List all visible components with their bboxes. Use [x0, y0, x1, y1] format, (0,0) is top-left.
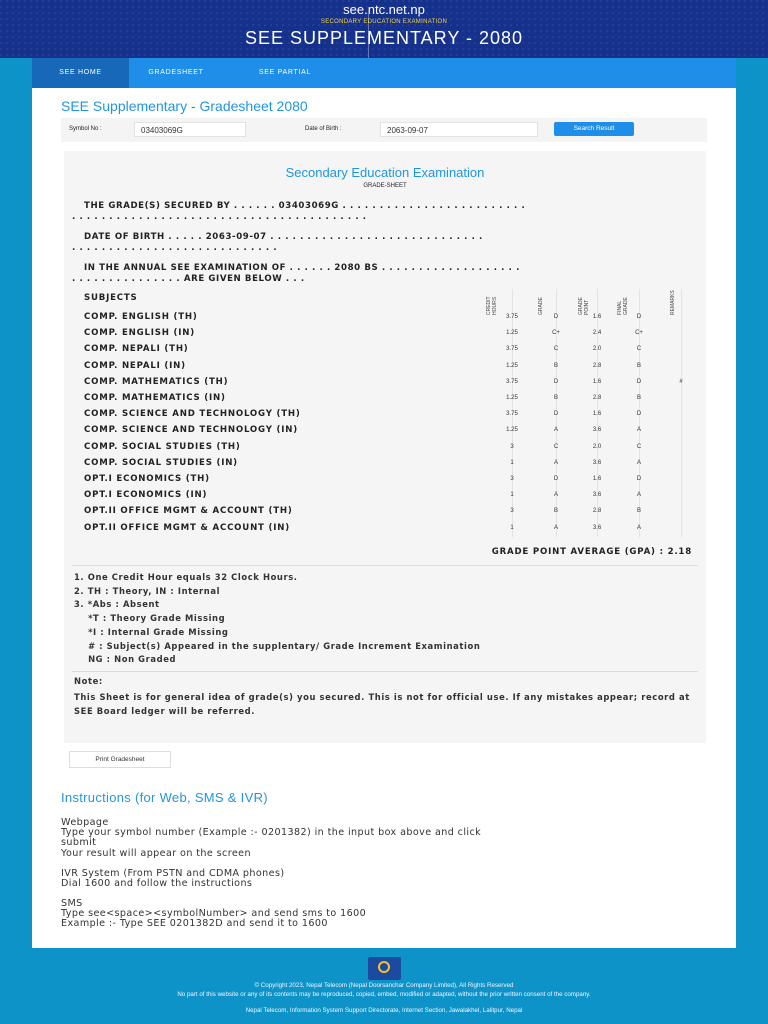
table-row	[64, 374, 706, 390]
print-gradesheet-button[interactable]: Print Gradesheet	[69, 751, 171, 768]
table-row	[64, 390, 706, 406]
cell-credit: 3.75	[506, 411, 518, 418]
ivr-instruction: Dial 1600 and follow the instructions	[61, 878, 253, 889]
gradesheet-panel	[64, 151, 706, 743]
subject-name: COMP. SOCIAL STUDIES (IN)	[84, 457, 238, 468]
cell-final: B	[636, 362, 641, 369]
subject-name: OPT.II OFFICE MGMT & ACCOUNT (IN)	[84, 522, 290, 533]
note-heading: Note:	[74, 676, 103, 686]
table-row	[64, 422, 706, 438]
cell-gp: 2.0	[592, 346, 602, 353]
cell-grade: A	[553, 427, 558, 434]
exam-title: Secondary Education Examination	[285, 165, 485, 180]
subject-name: COMP. ENGLISH (TH)	[84, 312, 198, 322]
cell-credit: 1.25	[506, 362, 518, 369]
cell-final: C	[636, 346, 642, 353]
cell-gp: 1.6	[592, 476, 602, 482]
sms-instruction: Type see<space><symbolNumber> and send sms to 1600	[61, 908, 367, 919]
cell-gp: 1.6	[592, 314, 602, 320]
secured-by-line: THE GRADE(S) SECURED BY . . . . . . 03403069G . . . . . . . . . . . . . . . . . . . . . . . . .	[84, 201, 526, 211]
nav-tab-gradesheet[interactable]: GRADESHEET	[148, 69, 204, 76]
legend-item: *T : Theory Grade Missing	[74, 613, 226, 624]
cell-gp: 3.6	[592, 524, 602, 531]
legend-item: *I : Internal Grade Missing	[74, 626, 229, 637]
nav-tab-see-home[interactable]: SEE HOME	[32, 58, 129, 88]
cell-grade: B	[553, 508, 558, 515]
cell-gp: 3.6	[592, 459, 602, 466]
table-row	[64, 439, 706, 455]
cell-grade: B	[553, 362, 558, 369]
gradesheet-subtitle: GRADE-SHEET	[363, 183, 407, 189]
dob-input[interactable]: 2063-09-07	[380, 122, 538, 137]
cell-final: C	[636, 443, 642, 450]
divider	[72, 671, 698, 672]
cell-gp: 3.6	[592, 427, 602, 434]
copyright-text: © Copyright 2023, Nepal Telecom (Nepal Doorsanchar Company Limited), All Rights Reserved	[254, 982, 514, 989]
cell-credit: 1.25	[506, 330, 518, 337]
cell-grade: A	[553, 524, 558, 531]
subject-name: OPT.II OFFICE MGMT & ACCOUNT (TH)	[84, 506, 293, 517]
cell-grade: C	[553, 346, 559, 353]
cell-final: B	[636, 508, 641, 515]
given-below-line: . . . . . . . . . . . . . . . ARE GIVEN BELOW . . .	[72, 274, 305, 284]
cell-grade: D	[553, 411, 559, 418]
gpa-line: GRADE POINT AVERAGE (GPA) : 2.18	[491, 547, 692, 557]
subject-name: OPT.I ECONOMICS (TH)	[84, 474, 210, 484]
cell-final: D	[636, 378, 642, 385]
legend-item: 1. One Credit Hour equals 32 Clock Hours.	[74, 572, 298, 582]
site-header	[0, 0, 768, 58]
symbol-label: Symbol No :	[69, 126, 102, 132]
table-row	[64, 520, 706, 536]
cell-final: C+	[635, 330, 643, 337]
disclaimer-text: No part of this website or any of its contents may be reproduced, copied, embed, modified or adapted, without the prior written consent of the company.	[177, 991, 591, 998]
cell-credit: 1.25	[506, 427, 518, 434]
cell-grade: A	[553, 459, 558, 466]
cell-final: A	[636, 524, 641, 531]
webpage-result-line: Your result will appear on the screen	[61, 848, 251, 859]
grade-header: GRADE	[538, 297, 544, 315]
cell-credit: 3.75	[506, 346, 518, 353]
table-row	[64, 471, 706, 487]
cell-credit: 3	[510, 508, 514, 515]
legend-item: 2. TH : Theory, IN : Internal	[74, 585, 221, 596]
cell-remarks: #	[679, 378, 683, 385]
legend-item: NG : Non Graded	[74, 654, 177, 665]
cell-final: B	[636, 395, 641, 401]
cell-final: D	[636, 476, 642, 482]
dob-line: DATE OF BIRTH . . . . . 2063-09-07 . . . . . . . . . . . . . . . . . . . . . . . . . . . . .	[84, 232, 483, 242]
dob-label: Date of Birth :	[305, 126, 342, 132]
table-row	[64, 406, 706, 422]
nepal-telecom-logo	[368, 957, 401, 980]
cell-grade: D	[553, 476, 559, 482]
subject-name: COMP. SOCIAL STUDIES (TH)	[84, 441, 241, 452]
cell-credit: 3	[510, 476, 514, 482]
table-row	[64, 455, 706, 471]
subject-name: COMP. MATHEMATICS (TH)	[84, 376, 229, 387]
nav-tab-see-partial[interactable]: SEE PARTIAL	[258, 69, 312, 76]
cell-grade: D	[553, 378, 559, 385]
cell-gp: 2.4	[592, 330, 602, 337]
cell-grade: C	[553, 443, 559, 450]
cell-final: D	[636, 314, 642, 320]
cell-grade: B	[553, 395, 558, 401]
address-text: Nepal Telecom, Information System Support Directorate, Internet Section, Jawalakhel, Lalitpur, Nepal	[245, 1007, 523, 1014]
cell-grade: D	[553, 314, 559, 320]
subject-name: COMP. SCIENCE AND TECHNOLOGY (IN)	[84, 425, 298, 436]
dob-dots: . . . . . . . . . . . . . . . . . . . . . . . . . . . .	[72, 243, 278, 253]
table-row	[64, 503, 706, 519]
table-row	[64, 341, 706, 357]
search-form	[61, 118, 707, 142]
subjects-header: SUBJECTS	[84, 293, 138, 303]
cell-credit: 3	[510, 443, 514, 450]
page-title: SEE Supplementary - Gradesheet 2080	[61, 98, 308, 114]
cell-gp: 2.8	[592, 508, 602, 515]
secured-by-dots: . . . . . . . . . . . . . . . . . . . . . . . . . . . . . . . . . . . . . . . .	[72, 212, 367, 222]
cell-credit: 1.25	[506, 395, 518, 401]
table-row	[64, 358, 706, 374]
cell-gp: 2.8	[592, 395, 602, 401]
table-row	[64, 325, 706, 341]
subject-name: COMP. NEPALI (TH)	[84, 344, 189, 355]
subject-name: OPT.I ECONOMICS (IN)	[84, 490, 208, 501]
subject-name: COMP. ENGLISH (IN)	[84, 328, 195, 339]
cell-final: A	[636, 459, 641, 466]
final-grade-header: FINAL GRADE	[617, 297, 629, 315]
grade-point-header: GRADE POINT	[578, 297, 590, 315]
cell-grade: C+	[552, 330, 560, 337]
subject-name: COMP. SCIENCE AND TECHNOLOGY (TH)	[84, 409, 301, 420]
cell-credit: 1	[510, 459, 514, 466]
site-url: see.ntc.net.np	[343, 2, 425, 17]
main-content	[32, 88, 736, 948]
search-result-button[interactable]: Search Result	[554, 122, 634, 136]
cell-credit: 3.75	[506, 314, 518, 320]
cell-credit: 1	[510, 524, 514, 531]
note-text: This Sheet is for general idea of grade(s) you secured. This is not for official use. If any mistakes appear; record at SEE Board ledger will be referred.	[74, 692, 690, 716]
table-row	[64, 309, 706, 325]
sms-heading: SMS	[61, 898, 83, 909]
legend-item: # : Subject(s) Appeared in the supplentary/ Grade Increment Examination	[74, 640, 481, 651]
remarks-header: REMARKS	[670, 290, 676, 315]
subject-name: COMP. NEPALI (IN)	[84, 360, 186, 371]
instructions-title: Instructions (for Web, SMS & IVR)	[61, 790, 268, 805]
cell-gp: 1.6	[592, 378, 602, 385]
webpage-heading: Webpage	[61, 817, 109, 828]
cell-credit: 1	[510, 492, 514, 499]
cell-gp: 3.6	[592, 492, 602, 499]
cell-gp: 1.6	[592, 411, 602, 418]
cell-final: D	[636, 411, 642, 418]
site-title: SEE SUPPLEMENTARY - 2080	[244, 28, 524, 48]
cell-grade: A	[553, 492, 558, 499]
exam-subtitle: SECONDARY EDUCATION EXAMINATION	[320, 19, 448, 25]
credit-hours-header: CREDIT HOURS	[486, 296, 498, 315]
webpage-instruction: Type your symbol number (Example :- 0201382) in the input box above and click	[61, 827, 482, 838]
sms-example: Example :- Type SEE 0201382D and send it to 1600	[61, 918, 328, 929]
subject-name: COMP. MATHEMATICS (IN)	[84, 393, 226, 403]
cell-credit: 3.75	[506, 378, 518, 385]
table-row	[64, 487, 706, 503]
symbol-input[interactable]: 03403069G	[134, 122, 246, 137]
ivr-heading: IVR System (From PSTN and CDMA phones)	[61, 868, 285, 879]
legend-item: 3. *Abs : Absent	[74, 599, 160, 610]
cell-gp: 2.8	[592, 362, 602, 369]
cell-gp: 2.0	[592, 443, 602, 450]
cell-final: A	[636, 427, 641, 434]
webpage-instruction-cont: submit	[61, 837, 97, 848]
main-nav	[32, 58, 736, 88]
annual-exam-line: IN THE ANNUAL SEE EXAMINATION OF . . . . . . 2080 BS . . . . . . . . . . . . . . . . . . .	[84, 263, 520, 273]
cell-final: A	[636, 492, 641, 499]
divider	[72, 565, 698, 566]
